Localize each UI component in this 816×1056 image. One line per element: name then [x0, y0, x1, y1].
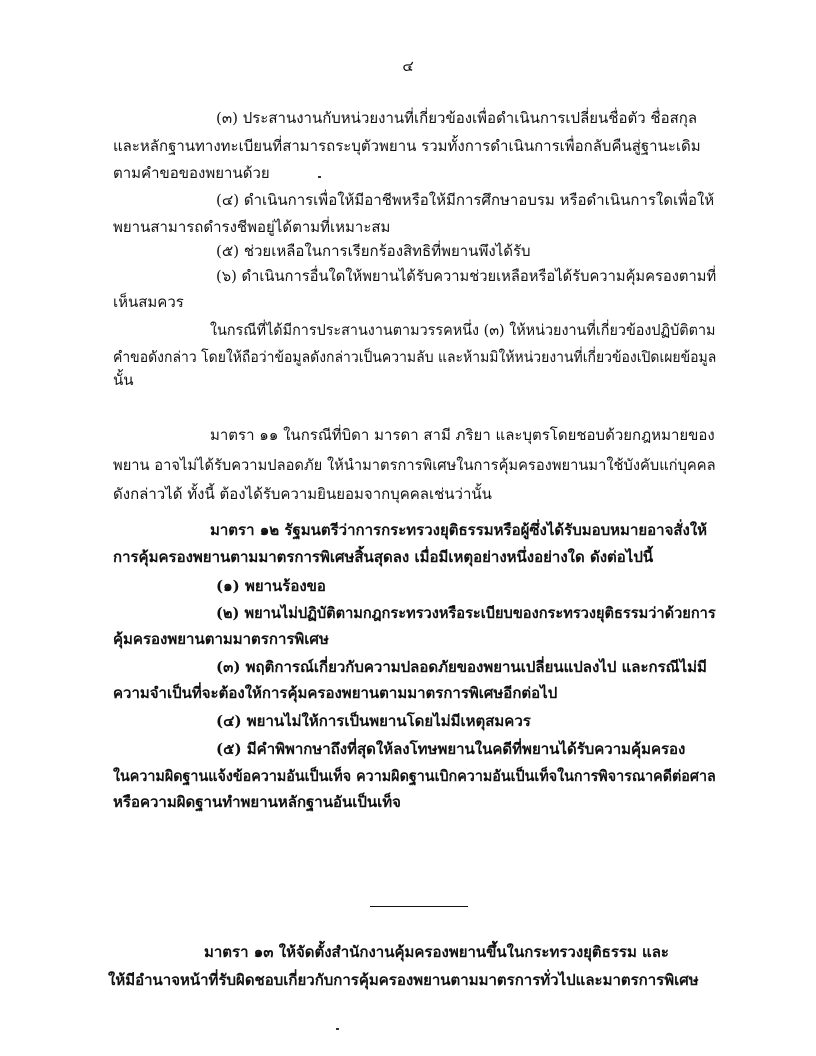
text-line: ตามคำขอของพยานด้วย [113, 164, 270, 182]
text-line: และหลักฐานทางทะเบียนที่สามารถระบุตัวพยาน รวมทั้งการดำเนินการเพื่อกลับคืนสู่ฐานะเดิม [113, 137, 701, 155]
text-line: (๖) ดำเนินการอื่นใดให้พยานได้รับความช่วยเหลือหรือได้รับความคุ้มครองตามที่ [216, 267, 717, 285]
text-line: (๓) ประสานงานกับหน่วยงานที่เกี่ยวข้องเพื่อดำเนินการเปลี่ยนชื่อตัว ชื่อสกุล [216, 109, 698, 127]
text-line: (๓) พฤติการณ์เกี่ยวกับความปลอดภัยของพยานเปลี่ยนแปลงไป และกรณีไม่มี [216, 658, 707, 676]
text-line: ดังกล่าวได้ ทั้งนี้ ต้องได้รับความยินยอมจากบุคคลเช่นว่านั้น [113, 485, 492, 503]
text-line: เห็นสมควร [113, 293, 184, 311]
text-line: ความจำเป็นที่จะต้องให้การคุ้มครองพยานตามมาตรการพิเศษอีกต่อไป [113, 684, 558, 702]
text-line: (๔) ดำเนินการเพื่อให้มีอาชีพหรือให้มีการศึกษาอบรม หรือดำเนินการใดเพื่อให้ [216, 191, 715, 209]
text-line: นั้น [113, 371, 134, 389]
scan-speck [318, 176, 321, 178]
page-number: ๔ [402, 57, 414, 75]
text-line: พยานสามารถดำรงชีพอยู่ได้ตามที่เหมาะสม [113, 218, 391, 236]
text-line: (๔) พยานไม่ให้การเป็นพยานโดยไม่มีเหตุสมควร [216, 712, 531, 730]
text-line: มาตรา ๑๒ รัฐมนตรีว่าการกระทรวงยุติธรรมหรือผู้ซึ่งได้รับมอบหมายอาจสั่งให้ [210, 521, 708, 539]
text-line: การคุ้มครองพยานตามมาตรการพิเศษสิ้นสุดลง เมื่อมีเหตุอย่างหนึ่งอย่างใด ดังต่อไปนี้ [113, 548, 654, 566]
text-line: ให้มีอำนาจหน้าที่รับผิดชอบเกี่ยวกับการคุ้มครองพยานตามมาตรการทั่วไปและมาตรการพิเศษ [108, 971, 699, 989]
text-line: ในกรณีที่ได้มีการประสานงานตามวรรคหนึ่ง (๓) ให้หน่วยงานที่เกี่ยวข้องปฏิบัติตาม [210, 321, 716, 339]
text-line: หรือความผิดฐานทำพยานหลักฐานอันเป็นเท็จ [113, 793, 401, 811]
text-line: มาตรา ๑๓ ให้จัดตั้งสำนักงานคุ้มครองพยานขึ้นในกระทรวงยุติธรรม และ [204, 943, 669, 961]
section-divider [370, 906, 468, 907]
text-line: มาตรา ๑๑ ในกรณีที่บิดา มารดา สามี ภริยา และบุตรโดยชอบด้วยกฎหมายของ [210, 426, 715, 444]
text-line: คุ้มครองพยานตามมาตรการพิเศษ [113, 630, 329, 648]
text-line: (๑) พยานร้องขอ [216, 577, 326, 595]
text-line: (๒) พยานไม่ปฏิบัติตามกฎกระทรวงหรือระเบียบของกระทรวงยุติธรรมว่าด้วยการ [216, 604, 716, 622]
text-line: ในความผิดฐานแจ้งข้อความอันเป็นเท็จ ความผิดฐานเบิกความอันเป็นเท็จในการพิจารณาคดีต่อศาล [113, 767, 716, 785]
text-line: พยาน อาจไม่ได้รับความปลอดภัย ให้นำมาตรการพิเศษในการคุ้มครองพยานมาใช้บังคับแก่บุคคล [113, 456, 716, 474]
scan-speck [336, 1028, 339, 1030]
text-line: (๕) ช่วยเหลือในการเรียกร้องสิทธิที่พยานพึงได้รับ [216, 242, 531, 260]
text-line: (๕) มีคำพิพากษาถึงที่สุดให้ลงโทษพยานในคดีที่พยานได้รับความคุ้มครอง [216, 740, 686, 758]
text-line: คำขอดังกล่าว โดยให้ถือว่าข้อมูลดังกล่าวเป็นความลับ และห้ามมิให้หน่วยงานที่เกี่ยวข้องเปิดเผยข้อมูล [113, 348, 717, 366]
